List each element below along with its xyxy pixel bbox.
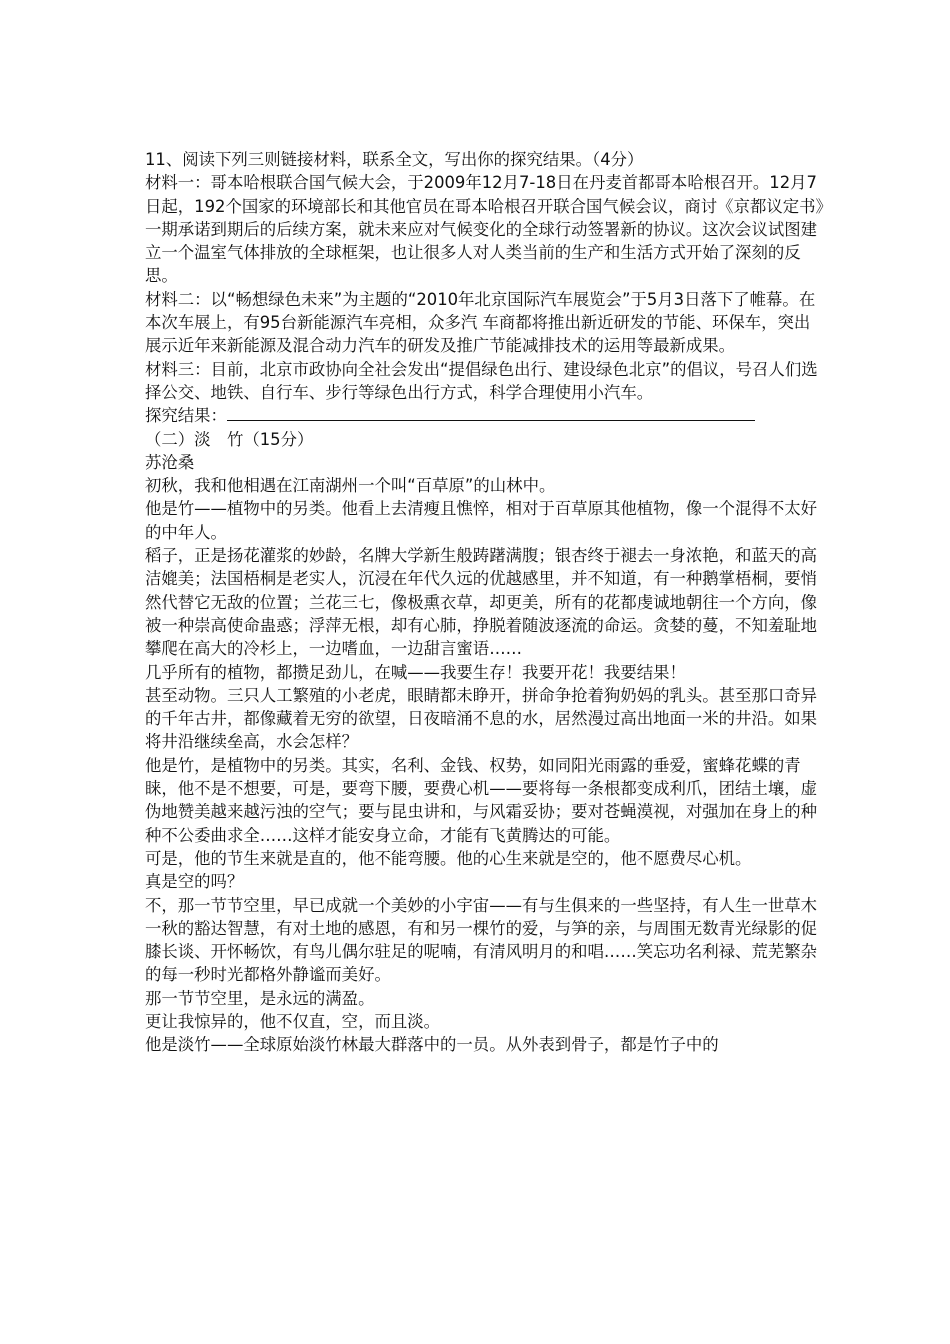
- answer-line: [145, 404, 825, 427]
- paragraph: 甚至动物。三只人工繁殖的小老虎，眼睛都未睁开，拼命争抢着狗奶妈的乳头。甚至那口奇异的千年古井，都像藏着无穷的欲望，日夜暗涌不息的水，居然漫过高出地面一米的井沿。如果将井沿继续垒高，水会怎样？: [145, 685, 818, 752]
- paragraph: 他是竹——植物中的另类。他看上去清瘦且憔悴，相对于百草原其他植物，像一个混得不太好的中年人。: [145, 499, 818, 542]
- paragraph: 几乎所有的植物，都攒足劲儿，在喊——我要生存！我要开花！我要结果！: [145, 662, 686, 682]
- paragraph: 他是竹，是植物中的另类。其实，名利、金钱、权势，如同阳光雨露的垂爱，蜜蜂花蝶的青睐，他不是不想要，可是，要弯下腰，要费心机——要将每一条根都变成利爪，团结土壤，虚伪地赞美越来越污浊的空气；要与昆虫讲和，与风霜妥协；要对苍蝇漠视，对强加在身上的种种不公委曲求全……这样才能安身立命，才能有飞黄腾达的可能。: [145, 755, 818, 845]
- result-label: 探究结果：: [145, 406, 227, 426]
- material-two: 材料二：以“畅想绿色未来”为主题的“2010年北京国际汽车展览会”于5月3日落下了帷幕。在本次车展上，有95台新能源汽车亮相，众多汽 车商都将推出新近研发的节能、环保车，突出展示近年来新能源及混合动力汽车的研发及推广节能减排技术的运用等最新成果。: [145, 289, 816, 356]
- paragraph: 真是空的吗？: [145, 872, 244, 892]
- document-body: [145, 148, 825, 1057]
- paragraph: 那一节节空里，是永远的满盈。: [145, 988, 375, 1008]
- paragraph: 稻子，正是扬花灌浆的妙龄，名牌大学新生般踌躇满腹；银杏终于褪去一身浓艳，和蓝天的高洁媲美；法国梧桐是老实人，沉浸在年代久远的优越感里，并不知道，有一种鹅掌梧桐，要悄然代替它无敌的位置；兰花三七，像极熏衣草，却更美，所有的花都虔诚地朝往一个方向，像被一种崇高使命蛊惑；浮萍无根，却有心肺，挣脱着随波逐流的命运。贪婪的蔓，不知羞耻地攀爬在高大的冷杉上，一边嗜血，一边甜言蜜语……: [145, 546, 818, 659]
- paragraph: 更让我惊异的，他不仅直，空，而且淡。: [145, 1011, 441, 1031]
- paragraph: 初秋，我和他相遇在江南湖州一个叫“百草原”的山林中。: [145, 476, 556, 496]
- paragraph: 可是，他的节生来就是直的，他不能弯腰。他的心生来就是空的，他不愿费尽心机。: [145, 848, 752, 868]
- material-one: 材料一：哥本哈根联合国气候大会，于2009年12月7-18日在丹麦首都哥本哈根召开。12月7日起，192个国家的环境部长和其他官员在哥本哈根召开联合国气候会议，商讨《京都议定书》一期承诺到期后的后续方案，就未来应对气候变化的全球行动签署新的协议。这次会议试图建立一个温室气体排放的全球框架，也让很多人对人类当前的生产和生活方式开始了深刻的反思。: [145, 173, 824, 286]
- paragraph: 不，那一节节空里，早已成就一个美妙的小宇宙——有与生俱来的一些坚持，有人生一世草木一秋的豁达智慧，有对土地的感恩，有和另一棵竹的爱，与笋的亲，与周围无数青光绿影的促膝长谈、开怀畅饮，有鸟儿偶尔驻足的呢喃，有清风明月的和唱……笑忘功名利禄、荒芜繁杂的每一秒时光都格外静谧而美好。: [145, 895, 818, 985]
- section-title: （二）淡 竹（15分）: [145, 429, 314, 449]
- author-name: 苏沧桑: [145, 452, 195, 472]
- question-heading: 11、阅读下列三则链接材料，联系全文，写出你的探究结果。（4分）: [145, 150, 644, 169]
- paragraph: 他是淡竹——全球原始淡竹林最大群落中的一员。从外表到骨子，都是竹子中的: [145, 1035, 719, 1055]
- answer-blank[interactable]: [227, 406, 755, 421]
- material-three: 材料三：目前，北京市政协向全社会发出“提倡绿色出行、建设绿色北京”的倡议，号召人们选择公交、地铁、自行车、步行等绿色出行方式，科学合理使用小汽车。: [145, 359, 818, 402]
